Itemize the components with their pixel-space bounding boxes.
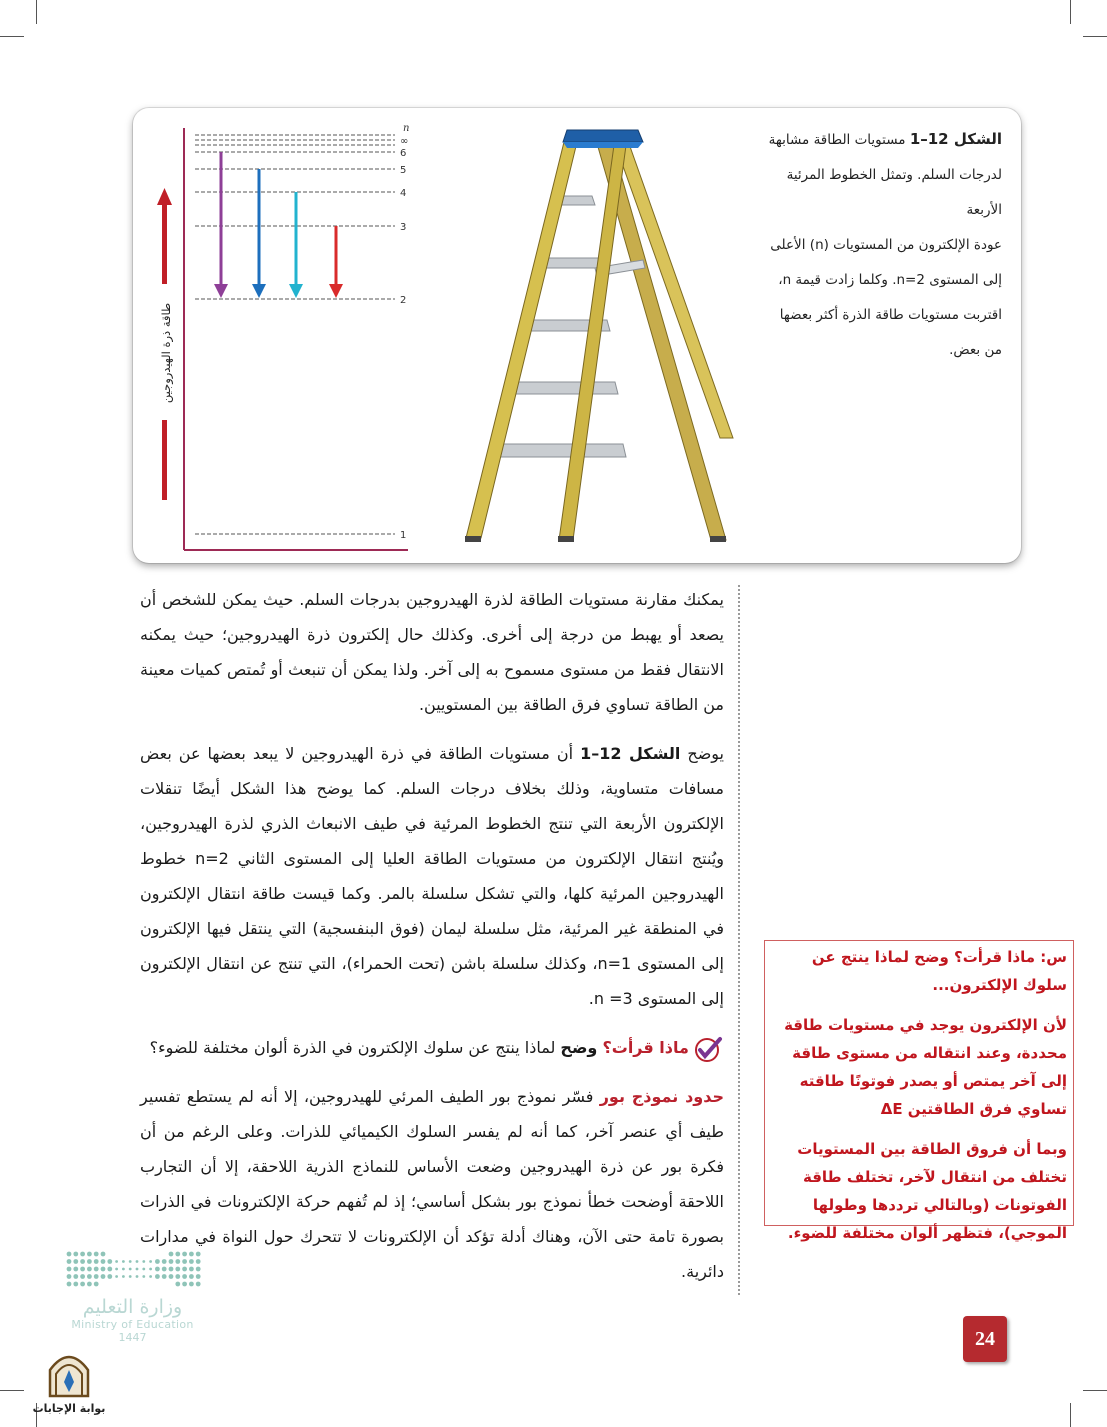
caption-line — [752, 122, 1002, 158]
logo-dot — [107, 1274, 112, 1279]
figure-number: الشكل 12–1 — [909, 130, 1002, 148]
reading-check — [140, 1030, 724, 1065]
answer-text: لأن الإلكترون يوجد في مستويات طاقة محددة، وعند انتقاله من مستوى طاقة إلى آخر يمتص أو يصدر فوتونًا طاقته تساوي فرق الطاقتين ΔE — [784, 1016, 1067, 1118]
portal-logo — [28, 1348, 110, 1415]
logo-dot — [135, 1260, 138, 1263]
logo-dot — [122, 1260, 125, 1263]
logo-dot — [168, 1267, 173, 1272]
logo-dot — [189, 1267, 194, 1272]
logo-dot — [66, 1259, 71, 1264]
logo-dot — [155, 1274, 160, 1279]
crop-mark — [1083, 1390, 1107, 1391]
caption-line: اقتربت مستويات طاقة الذرة أكثر بعضها — [779, 307, 1002, 323]
logo-dot — [93, 1282, 98, 1287]
ministry-year: 1447 — [118, 1331, 147, 1344]
ministry-english: Ministry of Education — [71, 1318, 194, 1331]
logo-dot — [142, 1275, 145, 1278]
logo-dot — [80, 1282, 85, 1287]
section-heading: حدود نموذج بور — [599, 1087, 724, 1106]
logo-dot — [100, 1259, 105, 1264]
crop-mark — [1070, 0, 1071, 24]
crop-mark — [1070, 1403, 1071, 1427]
transition-arrow-head — [289, 284, 303, 298]
logo-dot — [87, 1259, 92, 1264]
logo-dot — [80, 1267, 85, 1272]
caption-text: مستويات الطاقة مشابهة — [768, 132, 906, 148]
logo-dot — [189, 1252, 194, 1257]
logo-dot — [128, 1260, 131, 1263]
logo-dot — [149, 1268, 152, 1271]
logo-dot — [93, 1252, 98, 1257]
energy-level-label: ∞ — [400, 136, 409, 147]
logo-dot — [161, 1267, 166, 1272]
crop-mark — [1083, 36, 1107, 37]
logo-dot — [93, 1274, 98, 1279]
logo-dot — [66, 1274, 71, 1279]
logo-dot — [87, 1267, 92, 1272]
page-number: 24 — [963, 1316, 1007, 1362]
ladder-illustration — [465, 130, 733, 542]
logo-dot — [175, 1259, 180, 1264]
paragraph — [140, 736, 724, 1016]
figure-reference: الشكل 12–1 — [580, 744, 681, 763]
crop-mark — [36, 0, 37, 24]
reading-check-label: ماذا قرأت؟ — [602, 1038, 689, 1057]
answer-text: وبما أن فروق الطاقة بين المستويات تختلف من انتقال لآخر، تختلف طاقة الفوتونات (وبالتالي ترددها وطولها الموجي)، فتظهر ألوان مختلفة للضوء. — [787, 1140, 1067, 1242]
logo-dot — [87, 1282, 92, 1287]
logo-dot — [128, 1268, 131, 1271]
logo-dot — [73, 1259, 78, 1264]
logo-dot — [195, 1259, 200, 1264]
logo-dot — [168, 1259, 173, 1264]
logo-dot — [100, 1252, 105, 1257]
logo-dot — [175, 1274, 180, 1279]
crop-mark — [0, 1390, 24, 1391]
energy-arrow-shaft-upper — [162, 204, 167, 284]
reading-check-verb: وضح — [560, 1038, 598, 1057]
logo-dot — [128, 1275, 131, 1278]
mosque-icon — [46, 1348, 92, 1398]
energy-level-label: 1 — [400, 530, 407, 541]
answer-question: س: ماذا قرأت؟ وضح لماذا ينتج عن سلوك الإلكترون... — [811, 948, 1067, 994]
logo-dot — [195, 1267, 200, 1272]
logo-dot — [175, 1252, 180, 1257]
energy-level-label: 5 — [400, 165, 407, 176]
logo-dot — [195, 1252, 200, 1257]
portal-label: بوابة الإجابات — [32, 1402, 106, 1415]
n-label: n — [403, 123, 410, 134]
logo-dot — [155, 1259, 160, 1264]
energy-level-label: 4 — [400, 188, 407, 199]
logo-dot — [182, 1267, 187, 1272]
logo-dot — [182, 1282, 187, 1287]
logo-dot — [66, 1282, 71, 1287]
logo-dot — [182, 1252, 187, 1257]
caption-line: إلى المستوى n=2. وكلما زادت قيمة n، — [778, 272, 1002, 288]
energy-levels — [195, 135, 408, 541]
logo-dot — [115, 1260, 118, 1263]
logo-dot — [107, 1267, 112, 1272]
figure-caption — [752, 122, 1002, 368]
logo-dot — [189, 1259, 194, 1264]
figure-panel — [133, 108, 1021, 563]
logo-dot — [73, 1267, 78, 1272]
paragraph: يمكنك مقارنة مستويات الطاقة لذرة الهيدروجين بدرجات السلم. حيث يمكن للشخص أن يصعد أو يهبط من درجة إلى أخرى. وكذلك حال إلكترون ذرة الهيدروجين؛ حيث يمكنه الانتقال فقط من مستوى مسموح به إلى آخر. ولذا يمكن أن تنبعث أو تُمتص كميات معينة من الطاقة تساوي فرق الطاقة بين المستويين. — [140, 590, 724, 714]
checkmark-icon — [694, 1036, 724, 1062]
logo-dot — [142, 1260, 145, 1263]
logo-dot — [107, 1259, 112, 1264]
logo-dot — [100, 1274, 105, 1279]
logo-dot — [73, 1252, 78, 1257]
logo-dot — [149, 1275, 152, 1278]
logo-dot — [182, 1259, 187, 1264]
logo-dot — [182, 1274, 187, 1279]
logo-dot — [135, 1268, 138, 1271]
logo-dot — [155, 1267, 160, 1272]
logo-dot — [168, 1274, 173, 1279]
logo-dot — [87, 1274, 92, 1279]
logo-dot — [189, 1274, 194, 1279]
main-text-column — [140, 582, 724, 1303]
ministry-dots-icon — [63, 1248, 203, 1292]
logo-dot — [73, 1274, 78, 1279]
caption-line: من بعض. — [949, 342, 1002, 358]
logo-dot — [175, 1267, 180, 1272]
logo-dot — [115, 1268, 118, 1271]
answer-box — [764, 940, 1074, 1242]
logo-dot — [175, 1282, 180, 1287]
ministry-logo — [60, 1248, 205, 1344]
logo-dot — [161, 1259, 166, 1264]
energy-level-label: 3 — [400, 222, 407, 233]
transition-arrow-head — [252, 284, 266, 298]
logo-dot — [100, 1267, 105, 1272]
logo-dot — [66, 1267, 71, 1272]
transitions — [214, 152, 343, 298]
ministry-arabic: وزارة التعليم — [82, 1296, 183, 1318]
logo-dot — [122, 1275, 125, 1278]
reading-check-question: لماذا ينتج عن سلوك الإلكترون في الذرة ألوان مختلفة للضوء؟ — [149, 1038, 561, 1057]
energy-axis-label: طاقة ذرة الهيدروجين — [159, 302, 173, 404]
logo-dot — [93, 1267, 98, 1272]
logo-dot — [115, 1275, 118, 1278]
crop-mark — [0, 36, 24, 37]
transition-arrow-head — [329, 284, 343, 298]
logo-dot — [135, 1275, 138, 1278]
energy-level-label: 2 — [400, 295, 407, 306]
logo-dot — [161, 1274, 166, 1279]
column-divider — [738, 585, 740, 1295]
logo-dot — [122, 1268, 125, 1271]
logo-dot — [195, 1274, 200, 1279]
logo-dot — [142, 1268, 145, 1271]
transition-arrow-head — [214, 284, 228, 298]
logo-dot — [80, 1274, 85, 1279]
caption-line: عودة الإلكترون من المستويات (n) الأعلى — [770, 237, 1002, 253]
logo-dot — [87, 1252, 92, 1257]
logo-dot — [93, 1259, 98, 1264]
energy-arrow-head — [157, 188, 172, 205]
energy-level-label: 6 — [400, 148, 407, 159]
paragraph-text: أن مستويات الطاقة في ذرة الهيدروجين لا يبعد بعضها عن بعض مسافات متساوية، وذلك بخلاف درجات السلم. كما يوضح هذا الشكل أيضًا تنقلات الإلكترون الأربعة التي تنتج الخطوط المرئية في طيف الانبعاث الذري لذرة الهيدروجين، ويُنتج انتقال الإلكترون من مستويات الطاقة العليا إلى المستوى الثاني n=2 خطوط الهيدروجين المرئية كلها، والتي تشكل سلسلة بالمر. وكما قيست طاقة انتقال الإلكترون في المنطقة غير المرئية، مثل سلسلة ليمان (فوق البنفسجية) التي ينتقل فيها الإلكترون إلى المستوى n=1، وكذلك سلسلة باشن (تحت الحمراء)، التي تنتج عن انتقال الإلكترون إلى المستوى n =3. — [140, 744, 724, 1008]
paragraph-prefix: يوضح — [680, 744, 725, 763]
logo-dot — [149, 1260, 152, 1263]
caption-line: لدرجات السلم. وتمثل الخطوط المرئية الأربعة — [786, 167, 1002, 218]
paragraph-text: فسّر نموذج بور الطيف المرئي للهيدروجين، إلا أنه لم يستطع تفسير طيف أي عنصر آخر، كما أنه لم يفسر السلوك الكيميائي للذرات. وعلى الرغم من أن فكرة بور عن ذرة الهيدروجين وضعت الأساس للنماذج الذرية اللاحقة، إلا أن التجارب اللاحقة أوضحت خطأ نموذج بور بشكل أساسي؛ إذ لم تُفهم حركة الإلكترونات في الذرات بصورة تامة حتى الآن، وهناك أدلة تؤكد أن الإلكترونات لا تتحرك حول النواة في مدارات دائرية. — [140, 1087, 724, 1281]
logo-dot — [73, 1282, 78, 1287]
logo-dot — [66, 1252, 71, 1257]
logo-dot — [195, 1282, 200, 1287]
logo-dot — [168, 1252, 173, 1257]
energy-arrow-shaft-lower — [162, 420, 167, 500]
logo-dot — [80, 1252, 85, 1257]
logo-dot — [80, 1259, 85, 1264]
paragraph — [140, 1079, 724, 1289]
logo-dot — [189, 1282, 194, 1287]
